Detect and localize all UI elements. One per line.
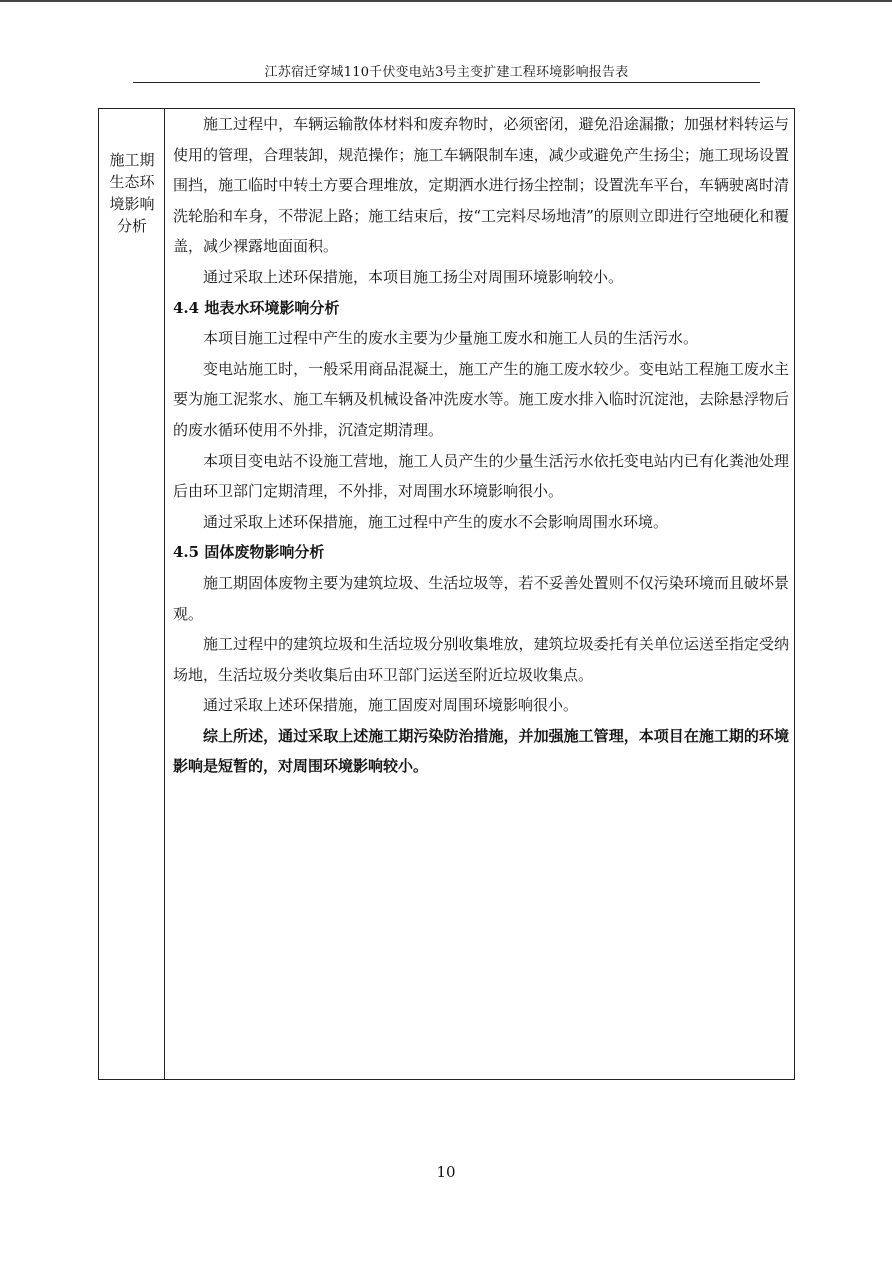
top-border-line xyxy=(0,0,892,2)
content-cell xyxy=(173,109,789,782)
page-number: 10 xyxy=(436,1163,456,1181)
paragraph-construction-wastewater: 变电站施工时，一般采用商品混凝土，施工产生的施工废水较少。变电站工程施工废水主要为施工泥浆水、施工车辆及机械设备冲洗废水等。施工废水排入临时沉淀池，去除悬浮物后的废水循环使用不外排，沉渣定期清理。 xyxy=(173,359,789,439)
paragraph-solid-waste-conclusion: 通过采取上述环保措施，施工固废对周围环境影响很小。 xyxy=(203,696,579,715)
report-table xyxy=(98,108,795,1080)
paragraph-dust-conclusion: 通过采取上述环保措施，本项目施工扬尘对周围环境影响较小。 xyxy=(203,267,624,286)
page-header: 江苏宿迁穿城110千伏变电站3号主变扩建工程环境影响报告表 xyxy=(264,65,629,80)
section-heading-solid-waste: 4.5 固体废物影响分析 xyxy=(173,543,325,562)
paragraph-solid-waste-sources: 施工期固体废物主要为建筑垃圾、生活垃圾等，若不妥善处置则不仅污染环境而且破坏景观。 xyxy=(173,573,789,623)
paragraph-wastewater-sources: 本项目施工过程中产生的废水主要为少量施工废水和施工人员的生活污水。 xyxy=(203,329,699,348)
header-rule xyxy=(133,82,760,83)
paragraph-domestic-sewage: 本项目变电站不设施工营地，施工人员产生的少量生活污水依托变电站内已有化粪池处理后由环卫部门定期清理，不外排，对周围水环境影响很小。 xyxy=(173,451,789,501)
paragraph-water-conclusion: 通过采取上述环保措施，施工过程中产生的废水不会影响周围水环境。 xyxy=(203,512,669,531)
paragraph-dust-measures: 施工过程中，车辆运输散体材料和废弃物时，必须密闭，避免沿途漏撒；加强材料转运与使用的管理，合理装卸，规范操作；施工车辆限制车速，减少或避免产生扬尘；施工现场设置围挡，施工临时中转土方要合理堆放，定期洒水进行扬尘控制；设置洗车平台，车辆驶离时清洗轮胎和车身，不带泥上路；施工结束后，按“工完料尽场地清”的原则立即进行空地硬化和覆盖，减少裸露地面面积。 xyxy=(173,115,789,256)
paragraph-solid-waste-handling: 施工过程中的建筑垃圾和生活垃圾分别收集堆放，建筑垃圾委托有关单位运送至指定受纳场地，生活垃圾分类收集后由环卫部门运送至附近垃圾收集点。 xyxy=(173,635,789,684)
section-heading-surface-water: 4.4 地表水环境影响分析 xyxy=(173,298,340,317)
paragraph-summary: 综上所述，通过采取上述施工期污染防治措施，并加强施工管理，本项目在施工期的环境影响是短暂的，对周围环境影响较小。 xyxy=(173,726,789,776)
side-label: 施工期生态环境影响分析 xyxy=(109,151,155,235)
side-label-cell xyxy=(99,109,165,1079)
